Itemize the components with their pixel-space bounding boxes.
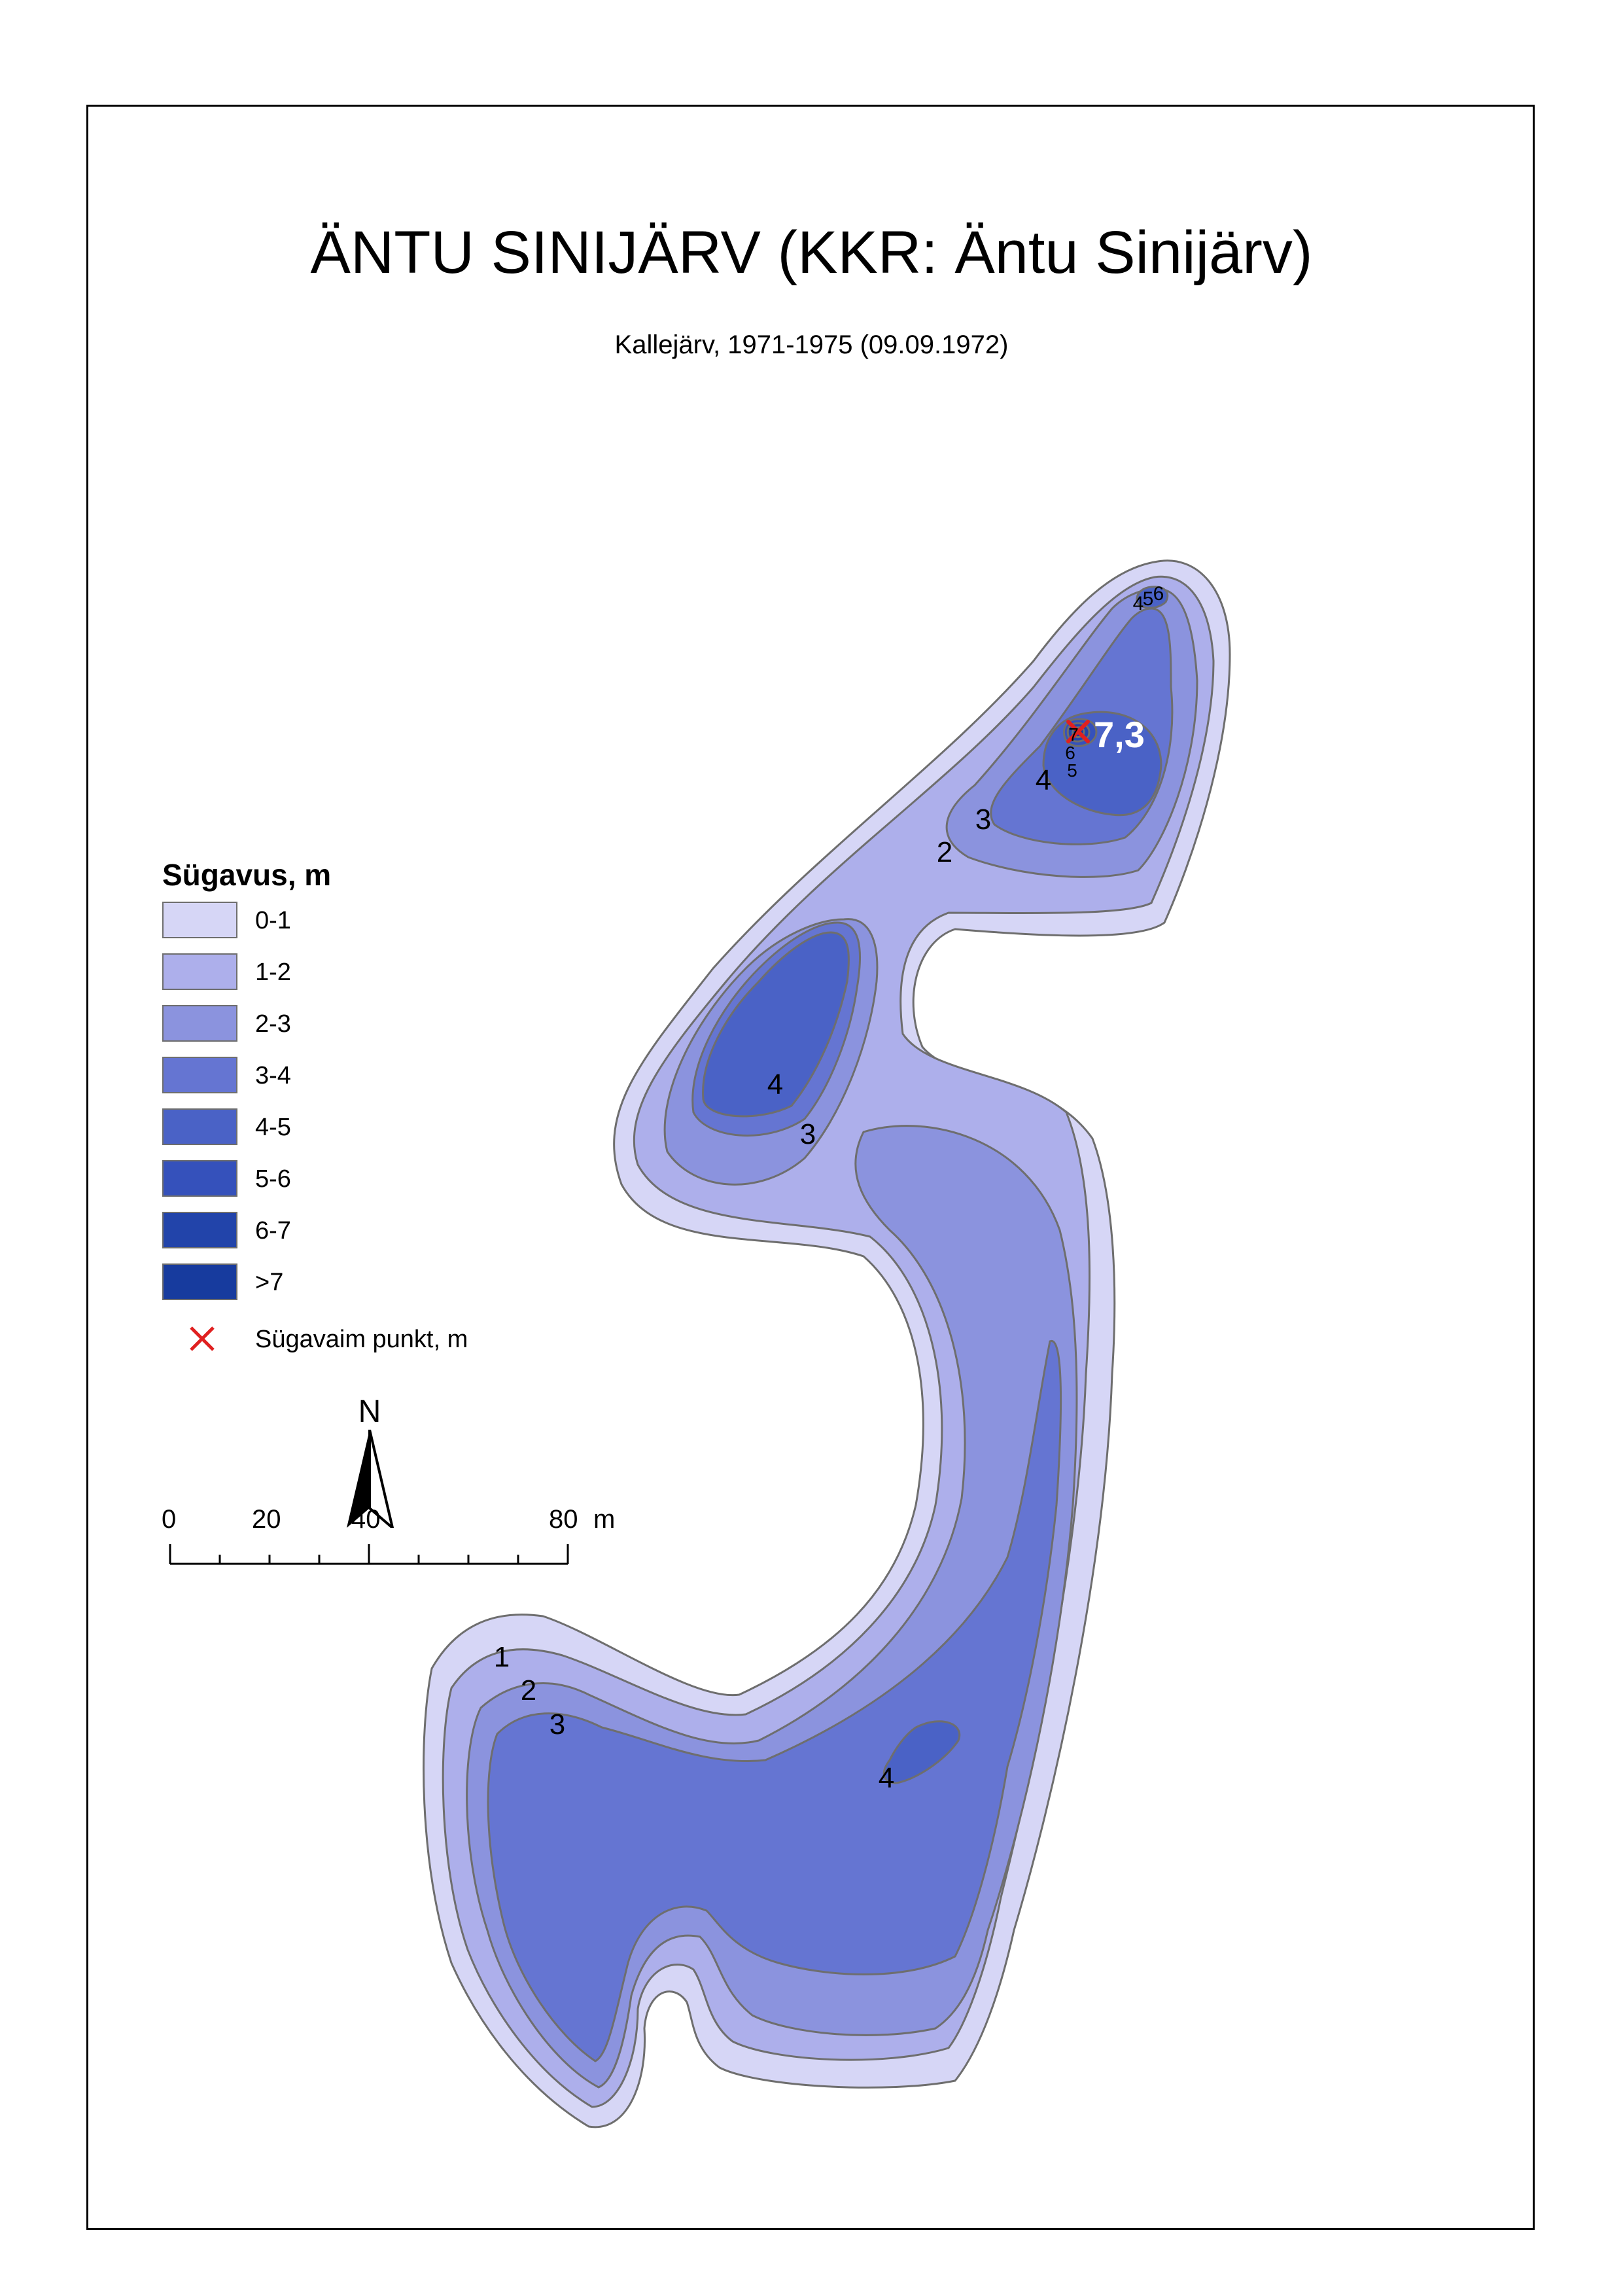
legend-swatch bbox=[162, 1263, 237, 1300]
legend-label: 2-3 bbox=[255, 1010, 291, 1038]
contour-label: 5 bbox=[1142, 588, 1154, 610]
legend-label-deepest-point: Sügavaim punkt, m bbox=[255, 1326, 468, 1353]
map-title: ÄNTU SINIJÄRV (KKR: Äntu Sinijärv) bbox=[310, 219, 1313, 286]
scale-bar-ruler bbox=[154, 1536, 625, 1576]
contour-label: 3 bbox=[975, 804, 992, 836]
contour-label: 6 bbox=[1065, 743, 1075, 763]
deepest-point-icon bbox=[186, 1322, 218, 1355]
contour-label: 5 bbox=[1067, 760, 1077, 781]
contour-label: 2 bbox=[520, 1674, 537, 1706]
scale-label-0: 0 bbox=[162, 1505, 177, 1534]
legend-swatch bbox=[162, 1108, 237, 1145]
legend-swatch bbox=[162, 1005, 237, 1042]
legend-label: 1-2 bbox=[255, 959, 291, 986]
legend-swatch bbox=[162, 902, 237, 938]
legend-swatch bbox=[162, 1212, 237, 1248]
contour-label: 4 bbox=[878, 1762, 895, 1794]
contour-label: 7 bbox=[1068, 724, 1079, 745]
legend-swatch bbox=[162, 1057, 237, 1093]
contour-label: 6 bbox=[1153, 583, 1164, 605]
legend-label: 6-7 bbox=[255, 1217, 291, 1245]
deepest-value-label: 7,3 bbox=[1094, 714, 1145, 755]
legend-label: 4-5 bbox=[255, 1114, 291, 1141]
legend-label: 0-1 bbox=[255, 907, 291, 934]
scale-label-40: 40 bbox=[351, 1505, 381, 1534]
legend-label: >7 bbox=[255, 1269, 284, 1296]
legend-label: 3-4 bbox=[255, 1062, 291, 1089]
contour-label: 4 bbox=[767, 1069, 784, 1101]
contour-label: 4 bbox=[1132, 593, 1144, 614]
contour-label: 2 bbox=[936, 836, 953, 868]
legend-swatch bbox=[162, 1160, 237, 1197]
contour-label: 4 bbox=[1035, 764, 1052, 796]
contour-label: 3 bbox=[549, 1708, 566, 1740]
contour-label: 1 bbox=[493, 1641, 510, 1673]
map-subtitle: Kallejärv, 1971-1975 (09.09.1972) bbox=[614, 330, 1009, 359]
contour-label: 3 bbox=[799, 1118, 816, 1150]
north-label: N bbox=[358, 1394, 381, 1429]
scale-label-80: 80 bbox=[549, 1505, 578, 1534]
legend-swatch bbox=[162, 953, 237, 990]
scale-label-20: 20 bbox=[252, 1505, 281, 1534]
scale-unit: m bbox=[593, 1505, 616, 1534]
legend-label: 5-6 bbox=[255, 1165, 291, 1193]
legend-title: Sügavus, m bbox=[162, 858, 332, 892]
scale-bar bbox=[154, 1505, 625, 1577]
